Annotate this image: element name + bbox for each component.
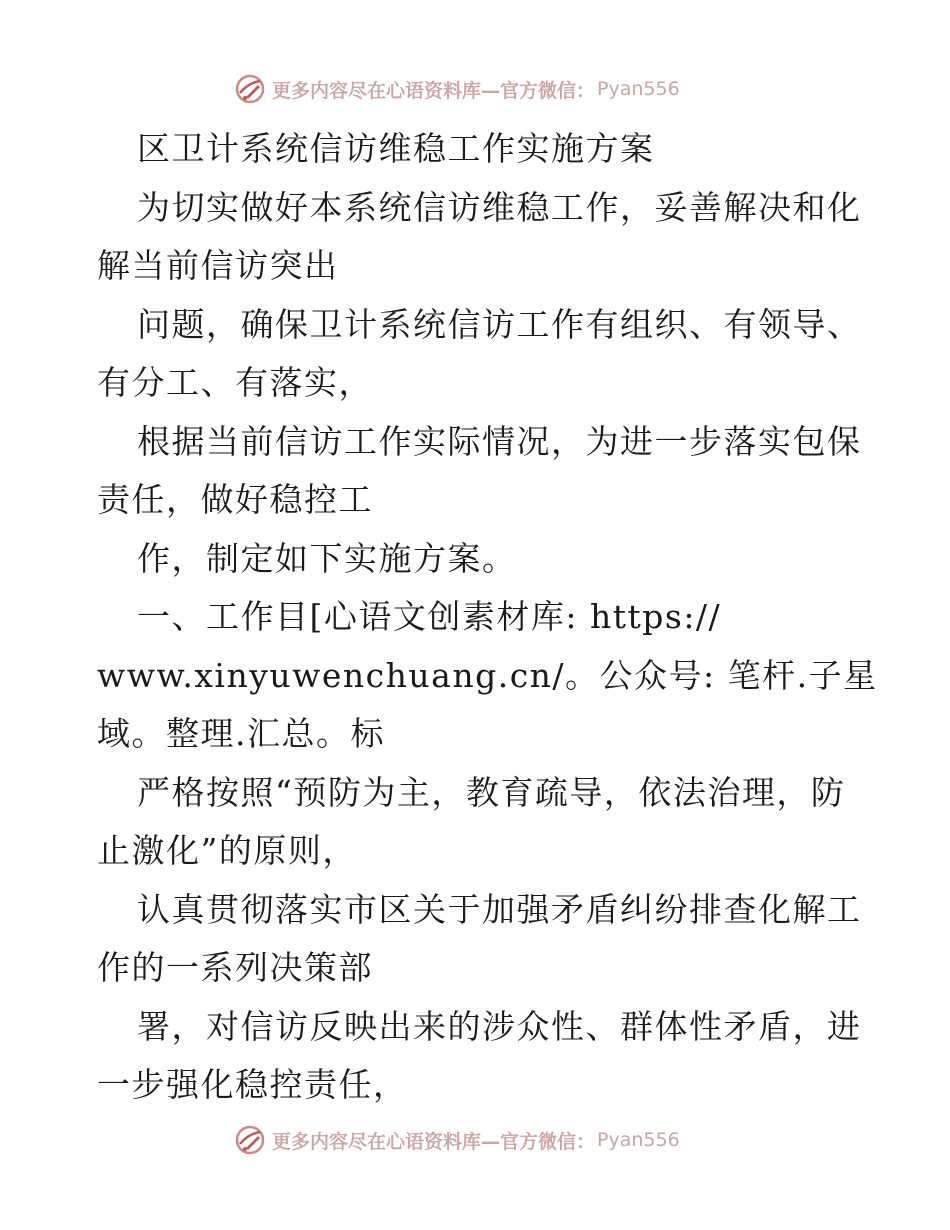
text-line: 署，对信访反映出来的涉众性、群体性矛盾，进 xyxy=(137,1006,862,1046)
text-line: 一步强化稳控责任， xyxy=(97,1065,408,1104)
text-line: 责任，做好稳控工 xyxy=(97,480,373,519)
watermark-footer xyxy=(234,1123,680,1157)
pen-logo-icon xyxy=(234,1124,266,1156)
text-line: 有分工、有落实， xyxy=(97,363,373,402)
text-line: 区卫计系统信访维稳工作实施方案 xyxy=(137,129,655,168)
text-line: 作的一系列决策部 xyxy=(97,948,373,987)
text-line: 域。整理.汇总。标 xyxy=(97,714,385,753)
text-line: 根据当前信访工作实际情况，为进一步落实包保 xyxy=(137,421,862,461)
text-line: 严格按照“预防为主，教育疏导，依法治理，防 xyxy=(137,772,846,812)
document-body xyxy=(97,120,878,1115)
watermark-account: Pyan556 xyxy=(597,1129,680,1151)
text-line: 认真贯彻落实市区关于加强矛盾纠纷排查化解工 xyxy=(137,889,862,929)
watermark-text: 更多内容尽在心语资料库—官方微信： xyxy=(272,1130,596,1153)
watermark-header xyxy=(234,72,680,106)
pen-logo-icon xyxy=(234,73,266,105)
watermark-account: Pyan556 xyxy=(597,78,680,100)
text-line: 止激化”的原则， xyxy=(97,831,357,870)
text-line: 解当前信访突出 xyxy=(97,246,339,285)
text-line: 为切实做好本系统信访维稳工作，妥善解决和化 xyxy=(137,187,862,227)
watermark-text: 更多内容尽在心语资料库—官方微信： xyxy=(272,79,596,102)
text-line: 一、工作目[心语文创素材库: https:// xyxy=(137,597,722,636)
text-line: 问题，确保卫计系统信访工作有组织、有领导、 xyxy=(137,304,862,344)
text-line: www.xinyuwenchuang.cn/。公众号: 笔杆.子星 xyxy=(97,655,878,695)
text-line: 作，制定如下实施方案。 xyxy=(137,538,517,578)
